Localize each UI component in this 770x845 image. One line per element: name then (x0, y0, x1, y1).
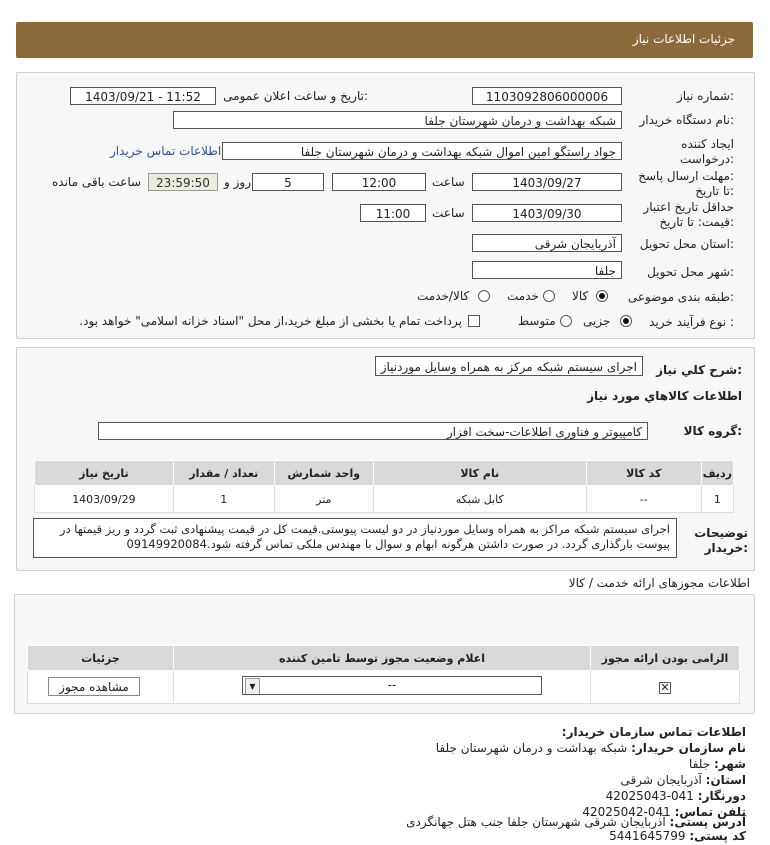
contact-address (406, 815, 746, 829)
contact-postal-value: 5441645799 (609, 829, 686, 843)
category-goods-service-radio[interactable] (478, 290, 490, 302)
contact-province-value: آذربایجان شرقی (620, 773, 702, 787)
deadline-time-field: 12:00 (332, 173, 426, 191)
row-number: 1 (701, 486, 733, 513)
col-name: نام کالا (373, 461, 586, 486)
treasury-payment-checkbox[interactable] (468, 315, 480, 327)
buyer-notes-label: توضیحات (694, 526, 748, 540)
city-field: جلفا (472, 261, 622, 279)
process-label: نوع فرآیند خرید : (649, 315, 734, 329)
category-goods-radio[interactable] (596, 290, 608, 302)
goods-table-header (35, 461, 734, 486)
category-service-radio[interactable] (543, 290, 555, 302)
province-field: آذربایجان شرقی (472, 234, 622, 252)
process-medium-radio[interactable] (560, 315, 572, 327)
contact-address-label: آدرس پستی: (669, 815, 746, 829)
buyer-notes-label-2: خریدار: (704, 541, 748, 555)
province-label: استان محل تحویل: (639, 237, 734, 251)
contact-province (621, 773, 746, 787)
goods-group-label: گروه کالا: (683, 424, 742, 438)
page-header (16, 22, 753, 58)
remaining-time-field: 23:59:50 (148, 173, 218, 191)
category-label: طبقه بندی موضوعی: (627, 290, 734, 304)
permit-status-value: -- (387, 678, 397, 692)
contact-org-value: شبکه بهداشت و درمان شهرستان جلفا (435, 741, 628, 755)
validity-time-label: ساعت (432, 206, 465, 220)
col-permit-status: اعلام وضعیت مجوز توسط تامین کننده (174, 646, 591, 671)
need-number-label: شماره نیاز: (676, 89, 734, 103)
contact-postal-label: کد پستی: (689, 829, 746, 843)
contact-postal (609, 829, 746, 843)
creator-label-2: درخواست: (680, 152, 734, 166)
validity-date-field: 1403/09/30 (472, 204, 622, 222)
process-small-radio[interactable] (620, 315, 632, 327)
deadline-date-field: 1403/09/27 (472, 173, 622, 191)
permits-table-header (28, 646, 740, 671)
city-label: شهر محل تحویل: (647, 265, 734, 279)
contact-fax-label: دورنگار: (697, 789, 746, 803)
view-permit-button[interactable]: مشاهده مجوز (48, 677, 140, 696)
col-permit-details: جزئیات (28, 646, 174, 671)
chevron-down-icon: ▼ (245, 678, 260, 695)
row-name: کابل شبکه (373, 486, 586, 513)
remaining-label: ساعت باقی مانده (52, 175, 142, 189)
col-row: ردیف (701, 461, 733, 486)
contact-address-value: آذربایجان شرقی شهرستان جلفا جنب هتل جهانگردی (406, 815, 666, 829)
buyer-org-field: شبکه بهداشت و درمان شهرستان جلفا (173, 111, 622, 129)
category-service-label: خدمت (507, 289, 539, 303)
contact-city-value: جلفا (689, 757, 711, 771)
deadline-label-2: تا تاریخ: (695, 184, 734, 198)
table-row (35, 486, 734, 513)
contact-phone-value: 041-42025042 (582, 805, 671, 819)
buyer-org-label: نام دستگاه خریدار: (639, 113, 734, 127)
process-medium-label: متوسط (518, 314, 556, 328)
contact-org (436, 741, 746, 755)
days-field: 5 (252, 173, 324, 191)
row-unit: متر (274, 486, 373, 513)
permit-status-select[interactable] (242, 676, 542, 695)
announce-field: 1403/09/21 - 11:52 (70, 87, 216, 105)
goods-table (34, 460, 734, 513)
col-unit: واحد شمارش (274, 461, 373, 486)
contact-org-label: نام سازمان خریدار: (631, 741, 746, 755)
deadline-time-label: ساعت (432, 175, 465, 189)
deadline-label: مهلت ارسال پاسخ: (638, 169, 734, 183)
summary-label: شرح کلي نياز: (656, 363, 742, 377)
contact-province-label: استان: (705, 773, 746, 787)
row-date: 1403/09/29 (35, 486, 174, 513)
permits-title: اطلاعات مجوزهای ارائه خدمت / کالا (568, 576, 750, 590)
buyer-notes-text: اجرای سیستم شبکه مراکز به همراه وسایل موردنیاز در دو لیست پیوستی.قیمت کل در قیمت پیشنهادی ثبت گردد و ریز قیمتها در پیوست بارگذاری گردد. در صورت داشتن هرگونه ابهام و سوال با مهندس ملکی تماس گرفته شود.09149920084 (33, 518, 677, 558)
page-title: جزئیات اطلاعات نیاز (632, 32, 735, 46)
creator-label: ایجاد کننده (681, 137, 734, 151)
announce-label: تاریخ و ساعت اعلان عمومی: (223, 89, 368, 103)
treasury-payment-note: پرداخت تمام یا بخشی از مبلغ خرید،از محل "اسناد خزانه اسلامی" خواهد بود. (79, 314, 462, 328)
contact-phone-label: تلفن تماس: (674, 805, 746, 819)
permit-required-cell (591, 671, 740, 704)
category-goods-label: کالا (572, 289, 589, 303)
contact-city (689, 757, 746, 771)
permit-required-checkbox: ✕ (660, 680, 670, 694)
row-qty: 1 (173, 486, 274, 513)
validity-label: حداقل تاریخ اعتبار (643, 200, 734, 214)
col-permit-required: الزامی بودن ارائه مجوز (591, 646, 740, 671)
contact-fax-value: 041-42025043 (605, 789, 694, 803)
creator-field: جواد راستگو امین اموال شبکه بهداشت و درمان شهرستان جلفا (222, 142, 622, 160)
days-label: روز و (224, 175, 251, 189)
contact-title: اطلاعات تماس سازمان خریدار: (561, 725, 746, 739)
col-code: کد کالا (586, 461, 701, 486)
col-qty: تعداد / مقدار (173, 461, 274, 486)
goods-group-field: کامپیوتر و فناوری اطلاعات-سخت افزار (98, 422, 648, 440)
row-code: -- (586, 486, 701, 513)
validity-label-2: قیمت: تا تاریخ: (659, 215, 734, 229)
validity-time-field: 11:00 (360, 204, 426, 222)
contact-fax (606, 789, 746, 803)
process-small-label: جزیی (583, 314, 611, 328)
buyer-contact-link[interactable]: اطلاعات تماس خریدار (110, 144, 222, 158)
contact-city-label: شهر: (714, 757, 746, 771)
summary-field: اجرای سیستم شبکه مرکز به همراه وسایل موردنیاز (375, 356, 643, 376)
category-goods-service-label: کالا/خدمت (417, 289, 470, 303)
goods-info-title: اطلاعات کالاهاي مورد نياز (587, 389, 742, 403)
need-number-field: 1103092806000006 (472, 87, 622, 105)
col-date: تاریخ نیاز (35, 461, 174, 486)
